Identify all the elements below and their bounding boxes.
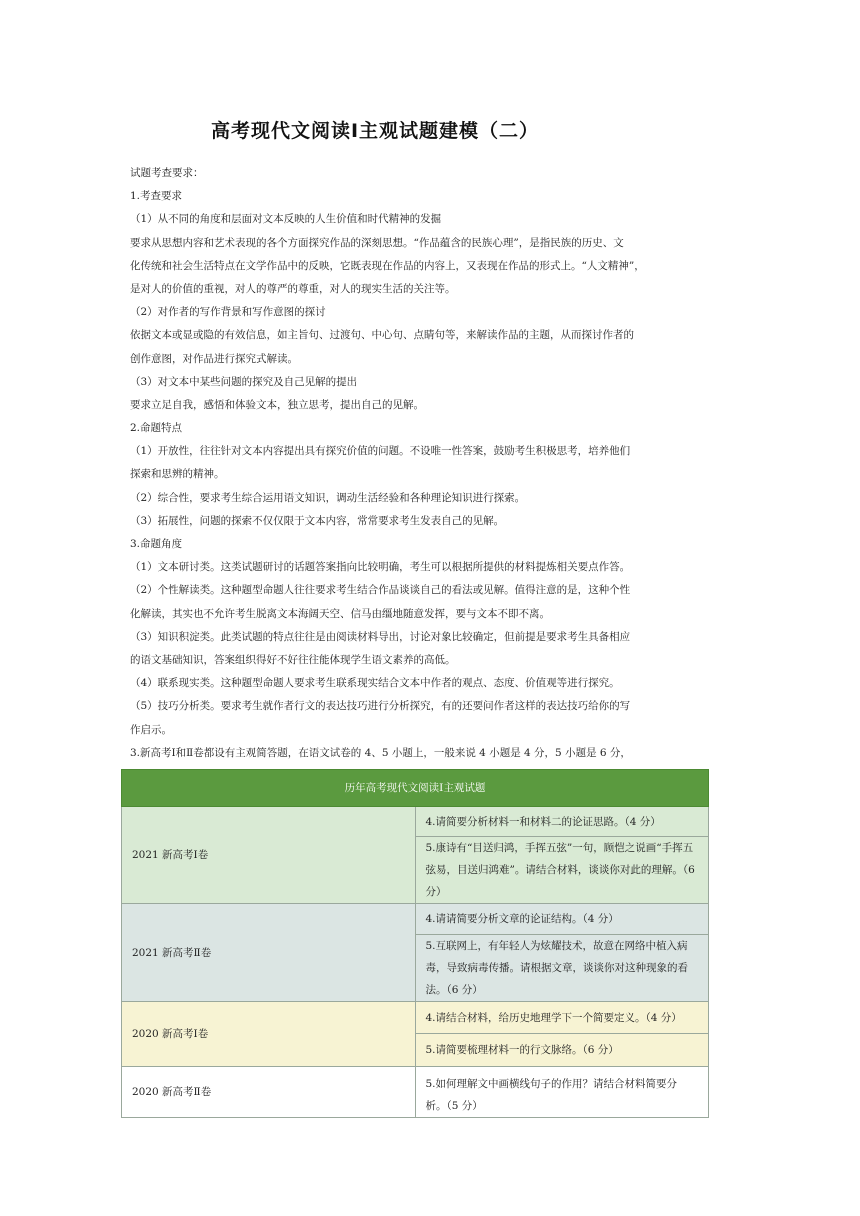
question-cell: 4.请简要分析材料一和材料二的论证思路。（4 分） [415,807,709,837]
paragraph-line: 作启示。 [130,723,172,736]
paragraph-line: （2）综合性，要求考生综合运用语文知识，调动生活经验和各种理论知识进行探索。 [130,491,526,504]
exam-label: 2020 新高考Ⅱ卷 [122,1067,416,1118]
paragraph-line: （3）拓展性，问题的探索不仅仅限于文本内容，常常要求考生发表自己的见解。 [130,514,505,527]
question-cell: 5.如何理解文中画横线句子的作用？请结合材料简要分析。（5 分） [415,1067,709,1118]
paragraph-line: （3）对文本中某些问题的探究及自己见解的提出 [130,375,358,388]
paragraph-line: 要求从思想内容和艺术表现的各个方面探究作品的深刻思想。“作品蕴含的民族心理”，是指民族的历史、文 [130,236,624,249]
heading-1: 1.考查要求 [130,190,183,203]
body-text [130,162,730,788]
table-row [122,904,709,935]
question-cell: 5.康诗有“目送归鸿，手挥五弦”一句，顾恺之说画“手挥五弦易，目送归鸿难”。请结合材料，谈谈你对此的理解。（6 分） [415,837,709,904]
questions-table [121,769,709,1118]
exam-label: 2021 新高考Ⅱ卷 [122,904,416,1002]
question-cell: 5.请简要梳理材料一的行文脉络。（6 分） [415,1034,709,1067]
question-cell: 4.请请简要分析文章的论证结构。（4 分） [415,904,709,935]
table-row [122,1067,709,1118]
paragraph-line: （3）知识积淀类。此类试题的特点往往是由阅读材料导出，讨论对象比较确定，但前提是要求考生具备相应 [130,630,631,643]
table-header: 历年高考现代文阅读Ⅰ主观试题 [122,770,709,807]
paragraph-line: （2）对作者的写作背景和写作意图的探讨 [130,306,326,319]
paragraph-line: 是对人的价值的重视，对人的尊严的尊重，对人的现实生活的关注等。 [130,282,456,295]
paragraph-line: （1）开放性，往往针对文本内容提出具有探究价值的问题。不设唯一性答案，鼓励考生积极思考，培养他们 [130,445,631,458]
paragraph-line: 化传统和社会生活特点在文学作品中的反映，它既表现在作品的内容上，又表现在作品的形式上。“人文精神”， [130,259,645,272]
paragraph-line: 依据文本或显或隐的有效信息，如主旨句、过渡句、中心句、点睛句等，来解读作品的主题，从而探讨作者的 [130,329,634,342]
section-intro: 试题考查要求： [130,167,204,179]
paragraph-line: （1）从不同的角度和层面对文本反映的人生价值和时代精神的发掘 [130,213,442,226]
paragraph-line: （4）联系现实类。这种题型命题人要求考生联系现实结合文本中作者的观点、态度、价值观等进行探究。 [130,677,620,690]
heading-2: 2.命题特点 [130,422,183,435]
heading-3: 3.命题角度 [130,538,183,550]
paragraph-line: 要求立足自我，感悟和体验文本，独立思考，提出自己的见解。 [130,398,424,411]
paragraph-line: （1）文本研讨类。这类试题研讨的话题答案指向比较明确，考生可以根据所提供的材料提炼相关要点作答。 [130,561,631,574]
paragraph-line: 创作意图，对作品进行探究式解读。 [130,352,298,365]
question-cell: 5.互联网上，有年轻人为炫耀技术，故意在网络中植入病毒，导致病毒传播。请根据文章，谈谈你对这种现象的看法。（6 分） [415,935,709,1002]
paragraph-line: 化解读，其实也不允许考生脱离文本海阔天空、信马由缰地随意发挥，要与文本不即不离。 [130,607,550,620]
question-cell: 4.请结合材料，给历史地理学下一个简要定义。（4 分） [415,1002,709,1034]
page-title: 高考现代文阅读Ⅰ主观试题建模（二） [210,120,540,142]
exam-label: 2020 新高考Ⅰ卷 [122,1002,416,1067]
paragraph-line: 的语文基础知识，答案组织得好不好往往能体现学生语文素养的高低。 [130,653,456,666]
table-header-row [122,770,709,807]
exam-label: 2021 新高考Ⅰ卷 [122,807,416,904]
table-row [122,1002,709,1034]
table-row [122,807,709,837]
paragraph-line: 3.新高考Ⅰ和Ⅱ卷都设有主观简答题，在语文试卷的 4、5 小题上，一般来说 4 小题是 4 分，5 小题是 6 分， [130,746,631,759]
paragraph-line: （2）个性解读类。这种题型命题人往往要求考生结合作品谈谈自己的看法或见解。值得注意的是，这种个性 [130,584,631,597]
paragraph-line: 探索和思辨的精神。 [130,468,225,481]
paragraph-line: （5）技巧分析类。要求考生就作者行文的表达技巧进行分析探究，有的还要问作者这样的表达技巧给你的写 [130,700,631,713]
